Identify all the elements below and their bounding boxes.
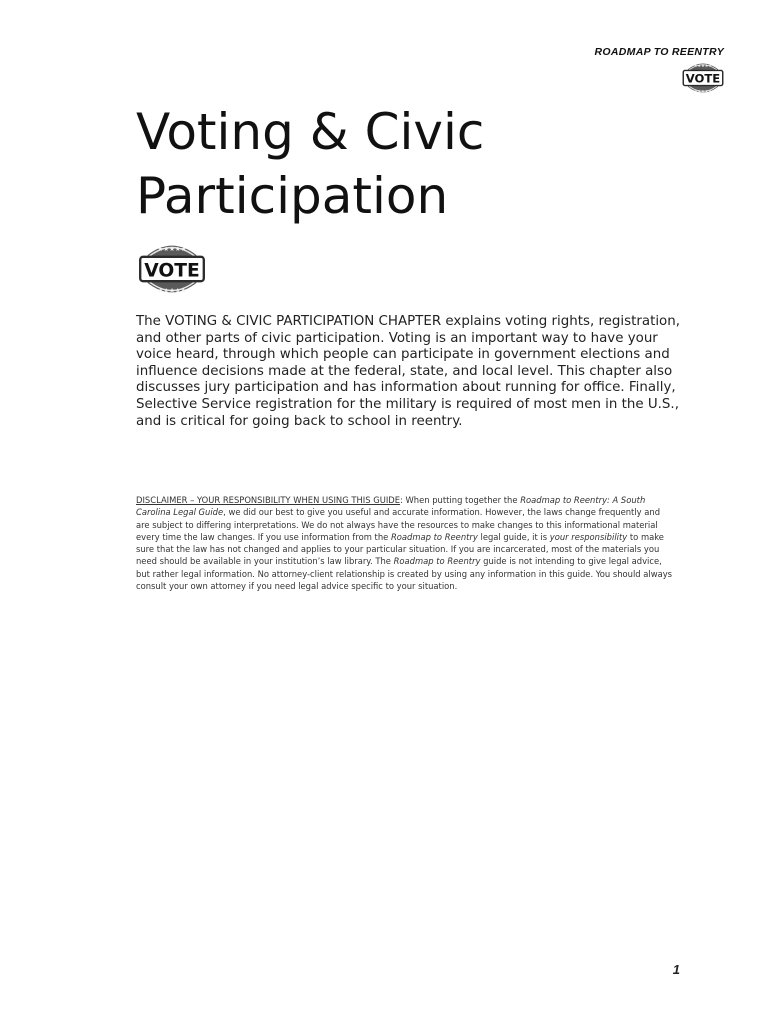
page-title-line-2: Participation [136,167,449,225]
emphasis-text: your responsibility [549,531,628,542]
vote-badge-icon [682,60,724,96]
disclaimer [136,494,676,592]
page-title-line-1: Voting & Civic [136,103,485,161]
disclaimer-heading: DISCLAIMER – YOUR RESPONSIBILITY WHEN USING THIS GUIDE [136,495,401,505]
vote-badge-icon [136,240,208,298]
svg-text:★★★★★: ★★★★★ [157,245,187,254]
guide-title: Roadmap to Reentry [390,531,478,542]
chapter-intro: The VOTING & CIVIC PARTICIPATION CHAPTER explains voting rights, registration, and other parts of civic participation. Voting is an important way to have your voice heard, through which people can participate in government elections and influence decisions made at the federal, state, and local level. This chapter also discusses jury participation and has information about running for office. Finally, Selective Service registration for the military is required of most men in the U.S., and is critical for going back to school in reentry. [136,314,680,429]
badge-large-text: VOTE [144,260,200,282]
running-header: ROADMAP TO REENTRY [594,46,724,58]
svg-text:★★★★★: ★★★★★ [693,88,713,94]
disclaimer-text: legal guide, it is [477,531,550,542]
disclaimer-text: to make sure that the law has not changed and applies to your particular situation. If you are incarcerated, most of the materials you need should be available in your institution’s law library. The [136,531,664,567]
disclaimer-text: , we did our best to give you useful and accurate information. However, the laws change frequently and are subject to differing interpretations. We do not always have the resources to make changes to this informational material every time the law changes. If you use information from the [136,507,661,542]
disclaimer-text: : When putting together the [400,495,521,505]
guide-title: Roadmap to Reentry: A South Carolina Legal Guide [136,495,646,518]
svg-text:★★★★★: ★★★★★ [157,286,187,295]
disclaimer-text: guide is not intending to give legal advice, but rather legal information. No attorney-client relationship is created by using any information in this guide. You should always consult your own attorney if you need legal advice specific to your situation. [136,556,673,592]
page-number: 1 [672,962,680,977]
guide-title: Roadmap to Reentry [393,556,481,567]
badge-small-text: VOTE [685,71,721,86]
page-title [136,100,696,228]
svg-text:★★★★★: ★★★★★ [693,62,713,68]
